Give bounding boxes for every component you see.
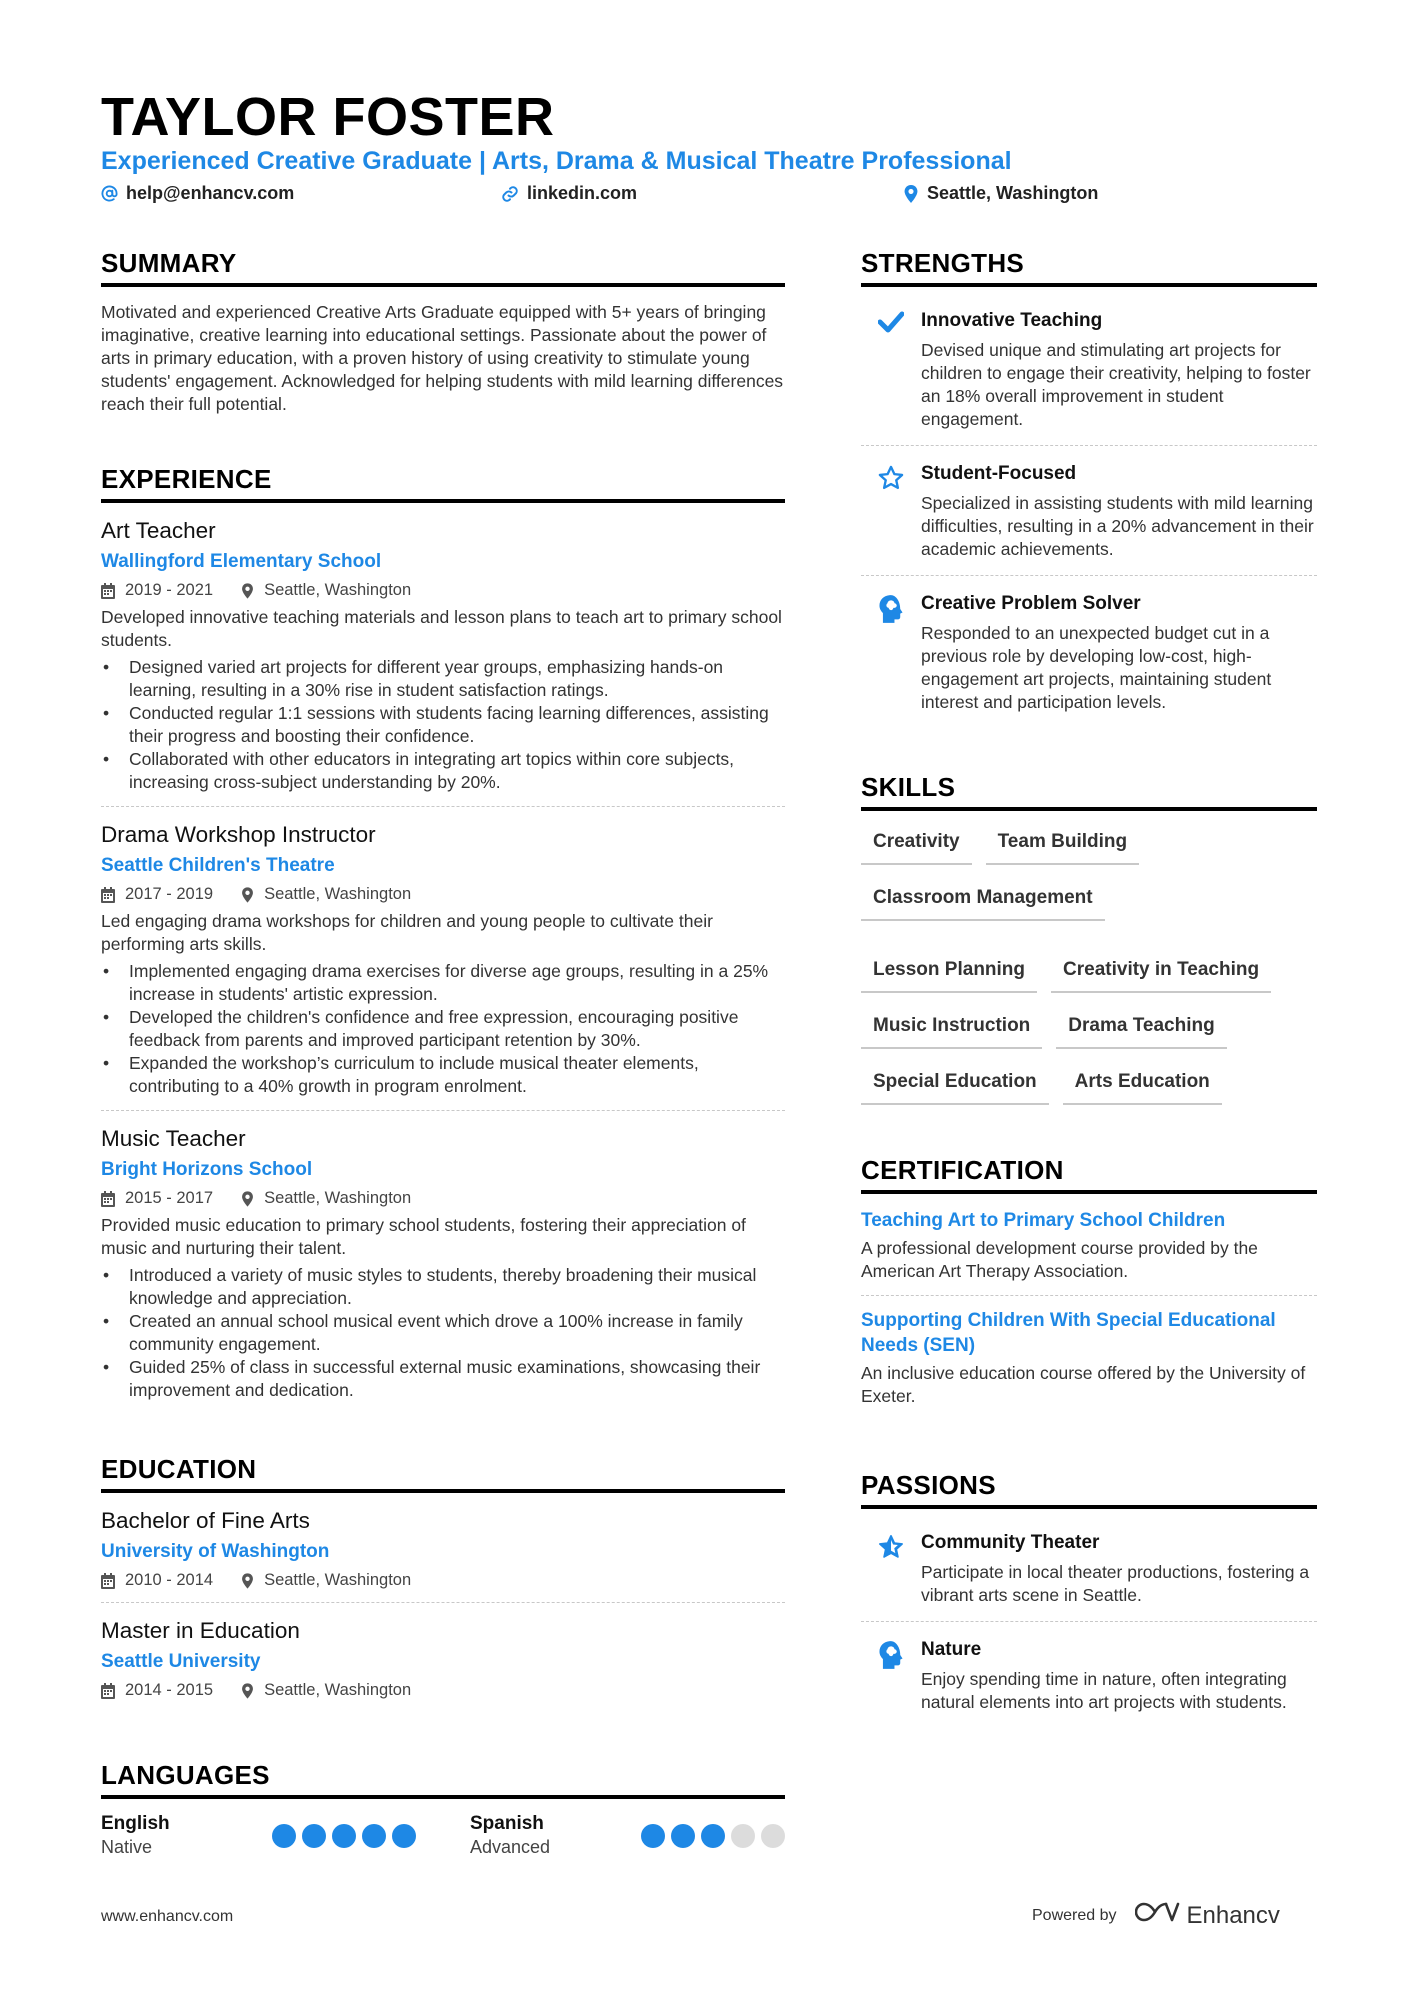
passion-title: Nature	[921, 1639, 982, 1660]
school-name: Seattle University	[101, 1651, 261, 1672]
experience-heading: EXPERIENCE	[101, 464, 785, 503]
bullet-item: • Introduced a variety of music styles to students, thereby broadening their musical knowledge and appreciation.	[101, 1264, 785, 1310]
passion-text: Enjoy spending time in nature, often integrating natural elements into art projects with students.	[921, 1669, 1287, 1712]
education-location: Seattle, Washington	[264, 1681, 412, 1699]
passions-heading: PASSIONS	[861, 1470, 1317, 1509]
degree-title: Master in Education	[101, 1618, 300, 1643]
strength-title: Student-Focused	[921, 463, 1077, 484]
skill-tag: Creativity	[861, 825, 972, 865]
skill-tag: Special Education	[861, 1065, 1049, 1105]
candidate-headline: Experienced Creative Graduate | Arts, Drama & Musical Theatre Professional	[101, 147, 1012, 175]
rating-dot	[701, 1824, 725, 1848]
job-meta	[101, 885, 785, 904]
at-icon	[101, 185, 118, 202]
skill-tag: Team Building	[986, 825, 1139, 865]
rating-dot-empty	[761, 1824, 785, 1848]
skill-tag: Classroom Management	[861, 881, 1105, 921]
skills-list	[861, 825, 1317, 1105]
education-item	[101, 1507, 785, 1603]
education-item	[101, 1617, 785, 1712]
right-column	[861, 248, 1317, 1736]
calendar-icon	[101, 1683, 115, 1699]
job-meta	[101, 581, 785, 600]
star-icon	[877, 1533, 905, 1607]
languages-list	[101, 1813, 785, 1859]
experience-item	[101, 821, 785, 1111]
language-item	[470, 1813, 785, 1859]
skills-heading: SKILLS	[861, 772, 1317, 811]
job-bullets	[101, 1264, 785, 1402]
contact-location	[903, 183, 1098, 204]
skill-tag: Arts Education	[1063, 1065, 1222, 1105]
certification-item	[861, 1308, 1317, 1420]
skill-tag: Creativity in Teaching	[1051, 953, 1271, 993]
job-title: Music Teacher	[101, 1126, 246, 1151]
passion-title: Community Theater	[921, 1532, 1100, 1553]
experience-item	[101, 1125, 785, 1414]
education-meta	[101, 1681, 785, 1700]
skill-tag: Drama Teaching	[1056, 1009, 1226, 1049]
education-dates: 2014 - 2015	[125, 1681, 214, 1699]
map-pin-icon	[903, 185, 919, 203]
map-pin-icon	[241, 887, 254, 903]
bullet-item: • Implemented engaging drama exercises for diverse age groups, resulting in a 25% increase in students' artistic expression.	[101, 960, 785, 1006]
language-level: Native	[101, 1837, 153, 1857]
company-name: Seattle Children's Theatre	[101, 855, 335, 876]
strengths-heading: STRENGTHS	[861, 248, 1317, 287]
job-bullets	[101, 656, 785, 794]
languages-heading: LANGUAGES	[101, 1760, 785, 1799]
map-pin-icon	[241, 1683, 254, 1699]
rating-dot	[641, 1824, 665, 1848]
skill-tag: Lesson Planning	[861, 953, 1037, 993]
job-dates: 2017 - 2019	[125, 885, 214, 903]
strength-text: Responded to an unexpected budget cut in a previous role by developing low-cost, high-engagement art projects, maintaining student interest and participation levels.	[921, 623, 1272, 712]
certification-title: Supporting Children With Special Educational Needs (SEN)	[861, 1310, 1276, 1356]
enhancv-logo-icon	[1135, 1900, 1181, 1931]
footer-branding[interactable]	[1032, 1900, 1280, 1931]
certification-heading: CERTIFICATION	[861, 1155, 1317, 1194]
map-pin-icon	[241, 583, 254, 599]
language-rating	[272, 1824, 416, 1848]
job-location: Seattle, Washington	[264, 1189, 412, 1207]
certification-item	[861, 1208, 1317, 1296]
certification-text: A professional development course provided by the American Art Therapy Association.	[861, 1238, 1258, 1281]
calendar-icon	[101, 1573, 115, 1589]
rating-dot	[332, 1824, 356, 1848]
contact-linkedin[interactable]	[501, 183, 637, 204]
experience-item	[101, 517, 785, 807]
map-pin-icon	[241, 1573, 254, 1589]
company-name: Bright Horizons School	[101, 1159, 313, 1180]
language-name: English	[101, 1813, 170, 1834]
passion-text: Participate in local theater productions, fostering a vibrant arts scene in Seattle.	[921, 1562, 1310, 1605]
brain-head-icon	[877, 594, 905, 714]
strength-item	[861, 301, 1317, 446]
brand-logo	[1135, 1900, 1280, 1931]
brain-head-icon	[877, 1640, 905, 1714]
brand-name: Enhancv	[1186, 1901, 1280, 1929]
calendar-icon	[101, 583, 115, 599]
job-location: Seattle, Washington	[264, 885, 412, 903]
map-pin-icon	[241, 1191, 254, 1207]
strength-title: Creative Problem Solver	[921, 593, 1141, 614]
contact-email-text: help@enhancv.com	[126, 183, 295, 203]
summary-heading: SUMMARY	[101, 248, 785, 287]
strength-item	[861, 454, 1317, 576]
education-location: Seattle, Washington	[264, 1571, 412, 1589]
job-dates: 2019 - 2021	[125, 581, 214, 599]
bullet-item: • Guided 25% of class in successful external music examinations, showcasing their improvement and dedication.	[101, 1356, 785, 1402]
bullet-item: • Collaborated with other educators in integrating art topics within core subjects, increasing cross-subject understanding by 20%.	[101, 748, 785, 794]
rating-dot	[272, 1824, 296, 1848]
passion-item	[861, 1630, 1317, 1728]
bullet-item: • Expanded the workshop’s curriculum to include musical theater elements, contributing to a 40% growth in program enrolment.	[101, 1052, 785, 1098]
certification-text: An inclusive education course offered by the University of Exeter.	[861, 1363, 1306, 1406]
job-location: Seattle, Washington	[264, 581, 412, 599]
link-icon	[501, 185, 519, 203]
star-outline-icon	[877, 464, 905, 561]
contact-linkedin-text: linkedin.com	[527, 183, 638, 203]
job-dates: 2015 - 2017	[125, 1189, 214, 1207]
job-title: Art Teacher	[101, 518, 216, 543]
degree-title: Bachelor of Fine Arts	[101, 1508, 310, 1533]
footer-website[interactable]: www.enhancv.com	[101, 1908, 234, 1925]
company-name: Wallingford Elementary School	[101, 551, 382, 572]
job-description: Provided music education to primary school students, fostering their appreciation of music and nurturing their talent.	[101, 1215, 746, 1258]
summary-text: Motivated and experienced Creative Arts Graduate equipped with 5+ years of bringing imaginative, creative learning into educational settings. Passionate about the power of arts in primary education, with a proven history of using creativity to stimulate young students' engagement. Acknowledged for helping students with mild learning differences reach their full potential.	[101, 302, 784, 414]
rating-dot	[362, 1824, 386, 1848]
powered-by-label: Powered by	[1032, 1906, 1117, 1924]
rating-dot	[671, 1824, 695, 1848]
language-item	[101, 1813, 416, 1859]
certification-title: Teaching Art to Primary School Children	[861, 1210, 1226, 1231]
strength-text: Specialized in assisting students with mild learning difficulties, resulting in a 20% advancement in their academic achievements.	[921, 493, 1314, 559]
left-column	[101, 248, 785, 1859]
language-level: Advanced	[470, 1837, 551, 1857]
bullet-item: • Developed the children's confidence and free expression, encouraging positive feedback from parents and improved participant retention by 30%.	[101, 1006, 785, 1052]
language-name: Spanish	[470, 1813, 544, 1834]
strength-text: Devised unique and stimulating art projects for children to engage their creativity, helping to foster an 18% overall improvement in student engagement.	[921, 340, 1311, 429]
candidate-name: TAYLOR FOSTER	[101, 87, 555, 147]
school-name: University of Washington	[101, 1541, 330, 1562]
rating-dot	[392, 1824, 416, 1848]
job-description: Developed innovative teaching materials and lesson plans to teach art to primary school students.	[101, 607, 782, 650]
passion-item	[861, 1523, 1317, 1622]
job-meta	[101, 1189, 785, 1208]
bullet-item: • Created an annual school musical event which drove a 100% increase in family community engagement.	[101, 1310, 785, 1356]
skill-tag: Music Instruction	[861, 1009, 1042, 1049]
check-icon	[878, 311, 904, 431]
job-title: Drama Workshop Instructor	[101, 822, 376, 847]
job-description: Led engaging drama workshops for children and young people to cultivate their performing arts skills.	[101, 911, 713, 954]
contact-location-text: Seattle, Washington	[927, 183, 1099, 203]
strength-item	[861, 584, 1317, 728]
calendar-icon	[101, 1191, 115, 1207]
rating-dot	[302, 1824, 326, 1848]
education-dates: 2010 - 2014	[125, 1571, 214, 1589]
job-bullets	[101, 960, 785, 1098]
bullet-item: • Conducted regular 1:1 sessions with students facing learning differences, assisting their progress and boosting their confidence.	[101, 702, 785, 748]
education-heading: EDUCATION	[101, 1454, 785, 1493]
language-rating	[641, 1824, 785, 1848]
strength-title: Innovative Teaching	[921, 310, 1103, 331]
bullet-item: • Designed varied art projects for different year groups, emphasizing hands-on learning, resulting in a 30% rise in student satisfaction ratings.	[101, 656, 785, 702]
rating-dot-empty	[731, 1824, 755, 1848]
calendar-icon	[101, 887, 115, 903]
contact-email[interactable]	[101, 183, 294, 204]
education-meta	[101, 1571, 785, 1590]
